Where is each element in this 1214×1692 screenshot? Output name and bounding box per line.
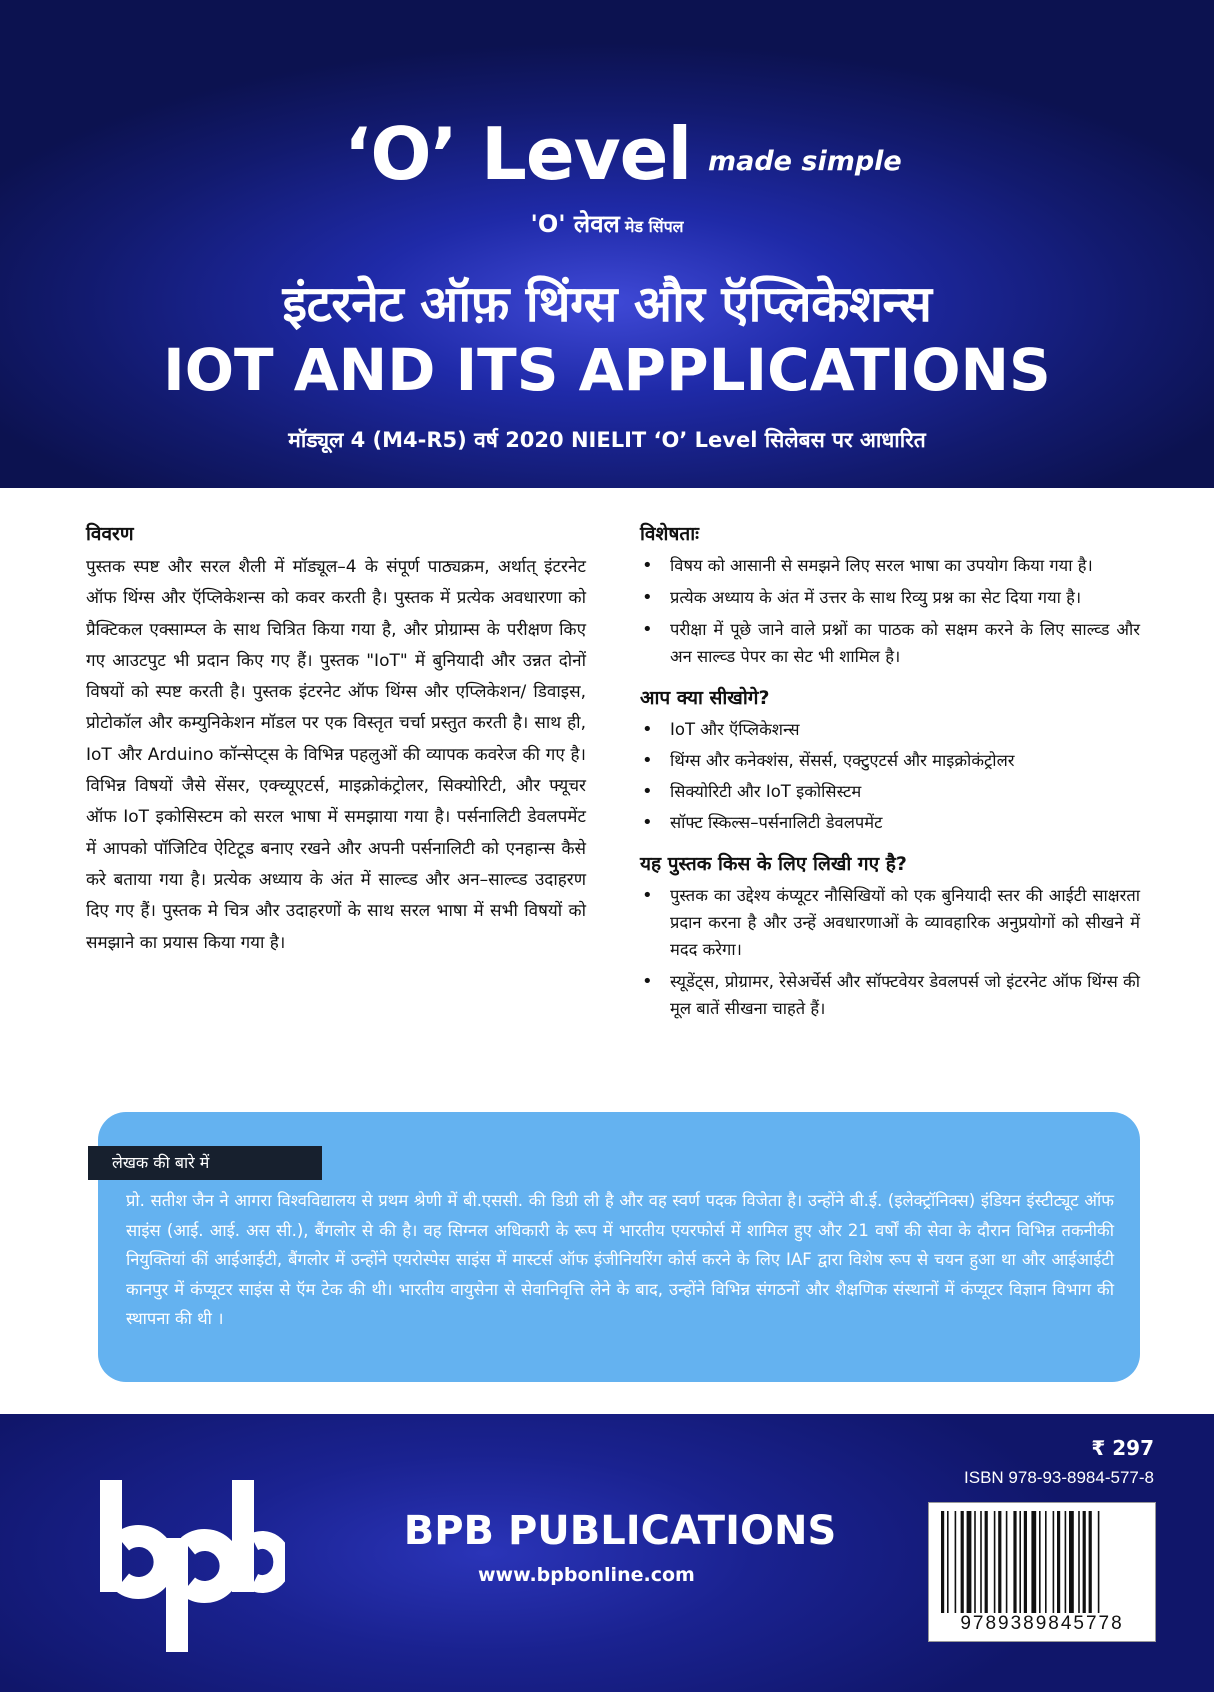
list-item: • पुस्तक का उद्देश्य कंप्यूटर नौसिखियों को एक बुनियादी स्तर की आईटी साक्षरता प्रदान करना है और उन्हें अवधारणाओं के व्यावहारिक अनुप्रयोगों को सीखने में मदद करेगा। <box>640 882 1140 963</box>
cover-footer <box>0 1414 1214 1692</box>
description-section <box>86 520 586 959</box>
series-title-hindi-tag: मेड सिंपल <box>624 217 684 236</box>
author-label: लेखक की बारे में <box>88 1146 322 1180</box>
list-item: • IoT और ऍप्लिकेशन्स <box>640 716 1140 743</box>
list-item: • परीक्षा में पूछे जाने वाले प्रश्नों का पाठक को सक्षम करने के लिए साल्व्ड और अन साल्व्ड पेपर का सेट भी शामिल है। <box>640 616 1140 670</box>
series-title: ‘O’ Level <box>344 112 692 196</box>
author-text: प्रो. सतीश जैन ने आगरा विश्वविद्यालय से प्रथम श्रेणी में बी.एससी. की डिग्री ली है और वह स्वर्ण पदक विजेता है। उन्होंने बी.ई. (इलेक्ट्रॉनिक्स) इंडियन इंस्टीट्यूट ऑफ साइंस (आई. आई. अस सी.), बैंगलोर से की है। वह सिग्नल अधिकारी के रूप में भारतीय एयरफोर्स में शामिल हुए और 21 वर्षों की सेवा के दौरान विभिन्न तकनीकी नियुक्तियां कीं आईआईटी, बैंगलोर में उन्होंने एयरोस्पेस साइंस में मास्टर्स ऑफ इंजीनियरिंग कोर्स करने के लिए IAF द्वारा विशेष रूप से चयन हुआ था और आईआईटी कानपुर में कंप्यूटर साइंस से ऍम टेक की थी। भारतीय वायुसेना से सेवानिवृत्ति लेने के बाद, उन्होंने विभिन्न संगठनों और शैक्षणिक संस्थानों में कंप्यूटर विज्ञान विभाग की स्थापना की थी । <box>126 1191 1114 1328</box>
audience-section <box>640 850 1140 1022</box>
publisher-name-text: BPB PUBLICATIONS <box>403 1508 837 1554</box>
barcode-icon <box>941 1511 1145 1613</box>
series-title-hindi <box>0 207 1214 240</box>
barcode-number: 9789389845778 <box>960 1613 1124 1634</box>
list-item: • विषय को आसानी से समझने लिए सरल भाषा का उपयोग किया गया है। <box>640 552 1140 579</box>
learn-heading: आप क्या सीखोगे? <box>640 687 770 709</box>
series-title-hindi-main: 'O' लेवल <box>530 210 620 238</box>
price: ₹ 297 <box>1091 1436 1154 1460</box>
features-heading: विशेषताः <box>640 523 699 545</box>
description-text: पुस्तक स्पष्ट और सरल शैली में मॉड्यूल–4 के संपूर्ण पाठ्यक्रम, अर्थात् इंटरनेट ऑफ थिंग्स और ऍप्लिकेशन्स को कवर करती है। पुस्तक में प्रत्येक अवधारणा को प्रैक्टिकल एक्साम्प्ल के साथ चित्रित किया गया है, और प्रोग्राम्स के परीक्षण किए गए आउटपुट भी प्रदान किए गए हैं। पुस्तक "IoT" में बुनियादी और उन्नत दोनों विषयों को स्पष्ट करती है। पुस्तक इंटरनेट ऑफ थिंग्स और एप्लिकेशन/ डिवाइस, प्रोटोकॉल और कम्युनिकेशन मॉडल पर एक विस्तृत चर्चा प्रस्तुत करती है। साथ ही, IoT और Arduino कॉन्सेप्ट्स के विभिन्न पहलुओं की व्यापक कवरेज की गए है। विभिन्न विषयों जैसे सेंसर, एक्च्यूएटर्स, माइक्रोकंट्रोलर, सिक्योरिटी, और फ्यूचर ऑफ IoT इकोसिस्टम को सरल भाषा में समझाया गया है। पर्सनालिटी डेवलपमेंट में आपको पॉजिटिव ऐटिटूड बनाए रखने और अपनी पर्सनालिटी को एनहान्स कैसे करे बताया गया है। प्रत्येक अध्याय के अंत में साल्व्ड और अन–साल्व्ड उदाहरण दिए गए हैं। पुस्तक मे चित्र और उदाहरणों के साथ सरल भाषा में सभी विषयों को समझाने का प्रयास किया गया है। <box>86 557 586 953</box>
series-title-row <box>0 112 1214 212</box>
list-item: • प्रत्येक अध्याय के अंत में उत्तर के साथ रिव्यु प्रश्न का सेट दिया गया है। <box>640 584 1140 611</box>
book-subtitle: मॉड्यूल 4 (M4-R5) वर्ष 2020 NIELIT ‘O’ Level सिलेबस पर आधारित <box>288 428 926 452</box>
publisher-name <box>0 1508 920 1554</box>
isbn: ISBN 978-93-8984-577-8 <box>964 1468 1154 1487</box>
bpb-logo-icon <box>100 1480 285 1652</box>
barcode <box>928 1502 1156 1642</box>
cover-header <box>0 0 1214 488</box>
series-tagline: made simple <box>708 146 902 177</box>
audience-heading: यह पुस्तक किस के लिए लिखी गए है? <box>640 853 907 875</box>
list-item: • सॉफ्ट स्किल्स–पर्सनालिटी डेवलपमेंट <box>640 809 1140 836</box>
list-item: • थिंग्स और कनेक्शंस, सेंसर्स, एक्टुएटर्स और माइक्रोकंट्रोलर <box>640 747 1140 774</box>
list-item: • सिक्योरिटी और IoT इकोसिस्टम <box>640 778 1140 805</box>
publisher-website[interactable]: www.bpbonline.com <box>478 1564 695 1586</box>
description-heading: विवरण <box>86 523 134 545</box>
features-section <box>640 520 1140 670</box>
book-title-hindi: इंटरनेट ऑफ़ थिंग्स और ऍप्लिकेशन्स <box>282 275 932 333</box>
right-column <box>640 520 1140 1027</box>
list-item: • स्यूडेंट्स, प्रोग्रामर, रेसेअर्चेर्स और सॉफ्टवेयर डेवलपर्स जो इंटरनेट ऑफ थिंग्स की मूल बातें सीखना चाहते हैं। <box>640 968 1140 1022</box>
learn-section <box>640 684 1140 836</box>
book-title-english: IOT AND ITS APPLICATIONS <box>163 336 1051 404</box>
